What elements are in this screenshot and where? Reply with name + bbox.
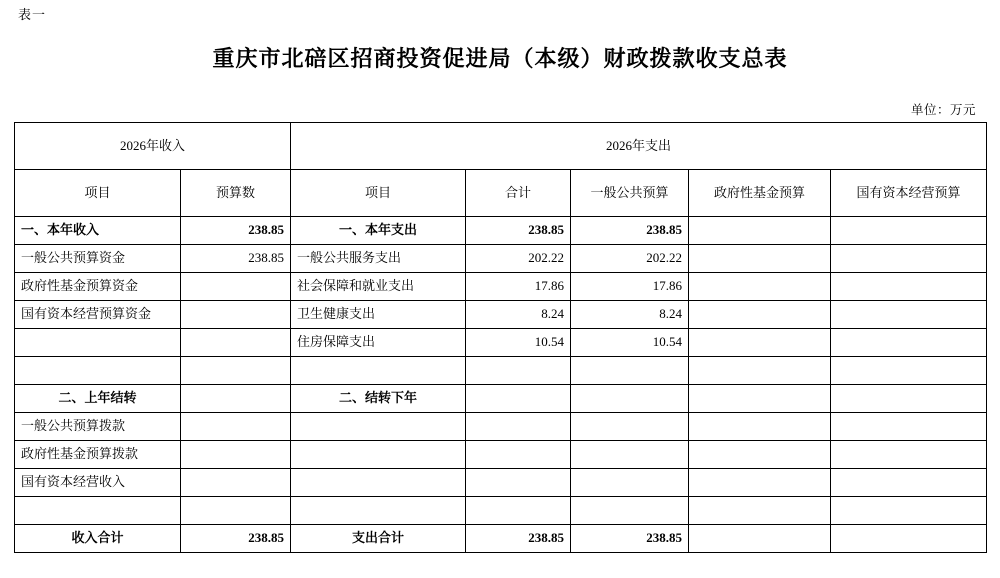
budget-table [14, 122, 987, 553]
cell-exp-total [466, 357, 571, 385]
cell-exp-gov-fund [689, 301, 831, 329]
cell-exp-state-capital [831, 469, 987, 497]
cell-income-budget: 238.85 [181, 245, 291, 273]
cell-exp-general-public [571, 441, 689, 469]
cell-income-item: 政府性基金预算资金 [15, 273, 181, 301]
cell-exp-item [291, 357, 466, 385]
table-row [15, 441, 987, 469]
cell-income-budget [181, 301, 291, 329]
cell-exp-general-public [571, 385, 689, 413]
cell-exp-gov-fund [689, 217, 831, 245]
column-header-exp-total: 合计 [466, 170, 571, 217]
sheet-label: 表一 [18, 7, 47, 22]
column-header-income-budget: 预算数 [181, 170, 291, 217]
table-row [15, 469, 987, 497]
cell-exp-total-gov-fund [689, 525, 831, 553]
column-header-exp-item: 项目 [291, 170, 466, 217]
cell-exp-item: 卫生健康支出 [291, 301, 466, 329]
group-header-income: 2026年收入 [15, 123, 291, 170]
table-row [15, 301, 987, 329]
cell-exp-item: 一般公共服务支出 [291, 245, 466, 273]
cell-exp-gov-fund [689, 413, 831, 441]
cell-exp-total: 238.85 [466, 217, 571, 245]
cell-exp-total [466, 441, 571, 469]
table-row [15, 413, 987, 441]
table-row [15, 497, 987, 525]
cell-income-budget [181, 497, 291, 525]
table-group-header-row [15, 123, 987, 170]
cell-exp-general-public [571, 413, 689, 441]
cell-exp-gov-fund [689, 329, 831, 357]
cell-income-item: 一、本年收入 [15, 217, 181, 245]
cell-exp-state-capital [831, 441, 987, 469]
cell-exp-general-public [571, 469, 689, 497]
table-row [15, 385, 987, 413]
cell-exp-state-capital [831, 245, 987, 273]
cell-exp-gov-fund [689, 273, 831, 301]
cell-income-item: 二、上年结转 [15, 385, 181, 413]
cell-income-budget [181, 413, 291, 441]
cell-exp-general-public: 10.54 [571, 329, 689, 357]
cell-exp-gov-fund [689, 385, 831, 413]
cell-exp-general-public [571, 497, 689, 525]
cell-exp-total [466, 469, 571, 497]
cell-exp-state-capital [831, 329, 987, 357]
cell-exp-gov-fund [689, 469, 831, 497]
group-header-expenditure: 2026年支出 [291, 123, 987, 170]
cell-income-budget [181, 357, 291, 385]
cell-income-item: 一般公共预算资金 [15, 245, 181, 273]
column-header-exp-state-capital: 国有资本经营预算 [831, 170, 987, 217]
page-title: 重庆市北碚区招商投资促进局（本级）财政拨款收支总表 [212, 46, 788, 71]
cell-exp-total-label: 支出合计 [291, 525, 466, 553]
cell-exp-gov-fund [689, 245, 831, 273]
cell-exp-general-public: 8.24 [571, 301, 689, 329]
table-row [15, 217, 987, 245]
cell-income-budget: 238.85 [181, 217, 291, 245]
cell-exp-state-capital [831, 357, 987, 385]
cell-exp-total: 202.22 [466, 245, 571, 273]
cell-exp-gov-fund [689, 357, 831, 385]
column-header-income-item: 项目 [15, 170, 181, 217]
cell-income-item: 一般公共预算拨款 [15, 413, 181, 441]
cell-income-budget [181, 441, 291, 469]
table-row [15, 329, 987, 357]
cell-exp-total: 8.24 [466, 301, 571, 329]
cell-exp-item: 社会保障和就业支出 [291, 273, 466, 301]
cell-exp-state-capital [831, 301, 987, 329]
cell-exp-item [291, 441, 466, 469]
cell-exp-total [466, 385, 571, 413]
cell-exp-state-capital [831, 497, 987, 525]
cell-exp-total [466, 497, 571, 525]
cell-exp-item: 一、本年支出 [291, 217, 466, 245]
cell-exp-gov-fund [689, 441, 831, 469]
cell-exp-gov-fund [689, 497, 831, 525]
cell-exp-item [291, 497, 466, 525]
cell-income-item [15, 357, 181, 385]
column-header-exp-gov-fund: 政府性基金预算 [689, 170, 831, 217]
cell-income-budget [181, 469, 291, 497]
cell-exp-general-public [571, 357, 689, 385]
cell-income-total-label: 收入合计 [15, 525, 181, 553]
cell-exp-total: 17.86 [466, 273, 571, 301]
cell-income-total-value: 238.85 [181, 525, 291, 553]
cell-exp-total [466, 413, 571, 441]
cell-exp-item: 二、结转下年 [291, 385, 466, 413]
unit-note: 单位：万元 [910, 103, 976, 117]
table-column-header-row [15, 170, 987, 217]
cell-exp-item [291, 413, 466, 441]
cell-exp-general-public: 17.86 [571, 273, 689, 301]
cell-exp-state-capital [831, 385, 987, 413]
cell-income-item [15, 497, 181, 525]
cell-income-budget [181, 329, 291, 357]
cell-exp-total-value: 238.85 [466, 525, 571, 553]
cell-exp-item: 住房保障支出 [291, 329, 466, 357]
cell-income-item: 政府性基金预算拨款 [15, 441, 181, 469]
cell-income-budget [181, 385, 291, 413]
cell-income-budget [181, 273, 291, 301]
cell-exp-item [291, 469, 466, 497]
cell-exp-total-general-public: 238.85 [571, 525, 689, 553]
cell-exp-total-state-capital [831, 525, 987, 553]
cell-exp-general-public: 238.85 [571, 217, 689, 245]
cell-exp-state-capital [831, 217, 987, 245]
cell-exp-state-capital [831, 413, 987, 441]
cell-income-item: 国有资本经营收入 [15, 469, 181, 497]
table-row [15, 273, 987, 301]
table-row [15, 245, 987, 273]
cell-income-item [15, 329, 181, 357]
cell-exp-total: 10.54 [466, 329, 571, 357]
cell-exp-general-public: 202.22 [571, 245, 689, 273]
table-total-row [15, 525, 987, 553]
cell-exp-state-capital [831, 273, 987, 301]
table-row [15, 357, 987, 385]
column-header-exp-general-public: 一般公共预算 [571, 170, 689, 217]
cell-income-item: 国有资本经营预算资金 [15, 301, 181, 329]
